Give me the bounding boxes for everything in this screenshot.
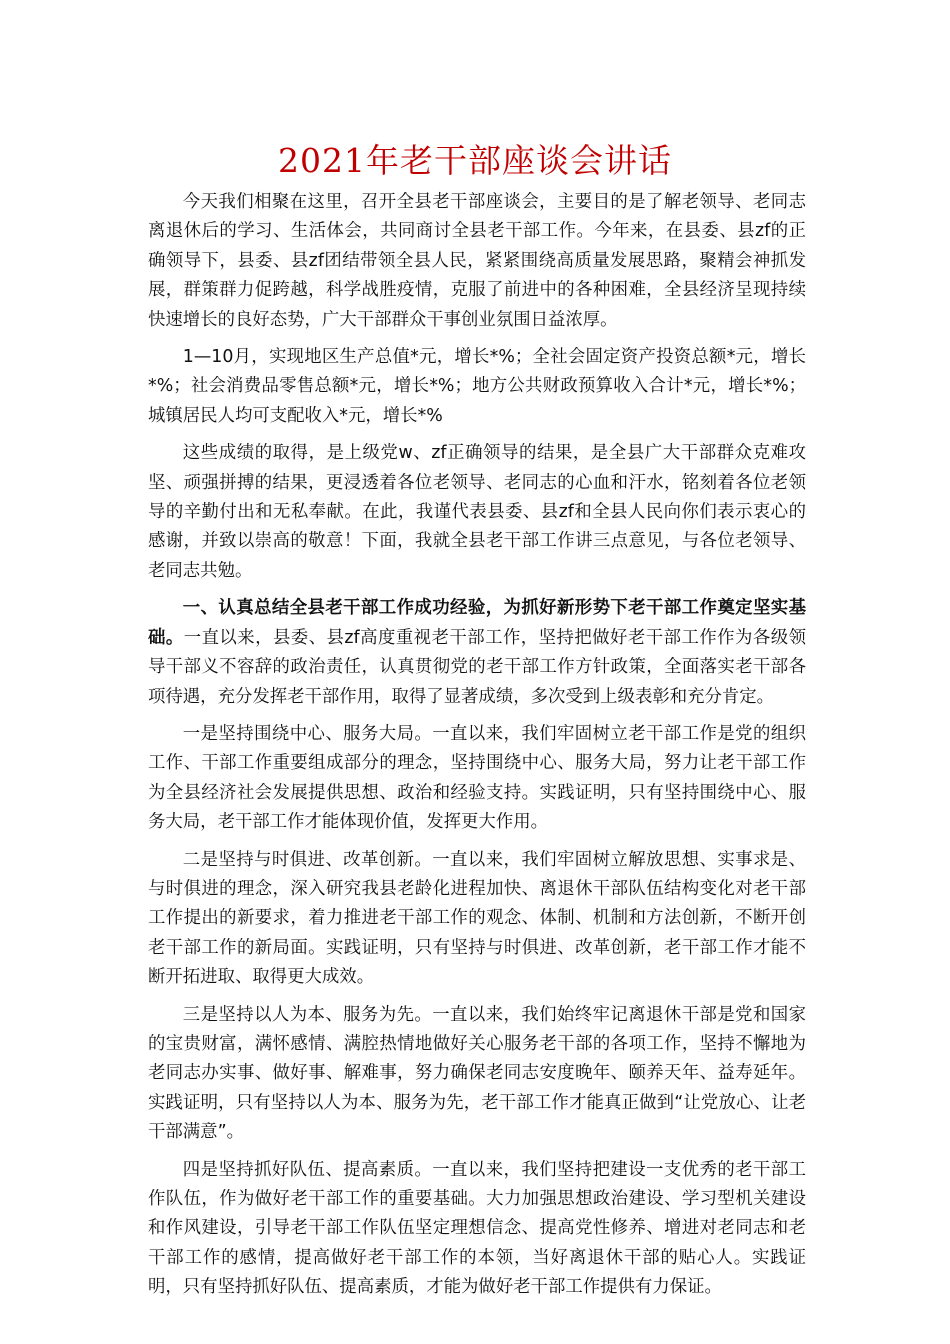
paragraph-text: 二是坚持与时俱进、改革创新。一直以来，我们牢固树立解放思想、实事求是、与时俱进的理念，深入研究我县老龄化进程加快、离退休干部队伍结构变化对老干部工作提出的新要求，着力推进老干部工作的观念、体制、机制和方法创新，不断开创老干部工作的新局面。实践证明，只有坚持与时俱进、改革创新，老干部工作才能不断开拓进取、取得更大成效。	[148, 849, 806, 988]
paragraph	[148, 720, 806, 838]
paragraph-text: 四是坚持抓好队伍、提高素质。一直以来，我们坚持把建设一支优秀的老干部工作队伍，作为做好老干部工作的重要基础。大力加强思想政治建设、学习型机关建设和作风建设，引导老干部工作队伍坚定理想信念、提高党性修养、增进对老同志和老干部工作的感情，提高做好老干部工作的本领，当好离退休干部的贴心人。实践证明，只有坚持抓好队伍、提高素质，才能为做好老干部工作提供有力保证。	[148, 1159, 806, 1298]
paragraph	[148, 188, 806, 335]
paragraph	[148, 439, 806, 586]
paragraph-text: 1—10月，实现地区生产总值*元，增长*%；全社会固定资产投资总额*元，增长*%；社会消费品零售总额*元，增长*%；地方公共财政预算收入合计*元，增长*%；城镇居民人均可支配收入*元，增长*%	[148, 347, 806, 426]
paragraph	[148, 1001, 806, 1148]
paragraph	[148, 343, 806, 431]
paragraph	[148, 1156, 806, 1303]
document-body	[148, 188, 806, 1311]
document-title: 2021年老干部座谈会讲话	[278, 141, 672, 180]
paragraph-text: 三是坚持以人为本、服务为先。一直以来，我们始终牢记离退休干部是党和国家的宝贵财富，满怀感情、满腔热情地做好关心服务老干部的各项工作，坚持不懈地为老同志办实事、做好事、解难事，努力确保老同志安度晚年、颐养天年、益寿延年。实践证明，只有坚持以人为本、服务为先，老干部工作才能真正做到“让党放心、让老干部满意”。	[148, 1004, 806, 1143]
paragraph-text: 一是坚持围绕中心、服务大局。一直以来，我们牢固树立老干部工作是党的组织工作、干部工作重要组成部分的理念，坚持围绕中心、服务大局，努力让老干部工作为全县经济社会发展提供思想、政治和经验支持。实践证明，只有坚持围绕中心、服务大局，老干部工作才能体现价值，发挥更大作用。	[148, 723, 806, 833]
paragraph	[148, 846, 806, 993]
paragraph-text: 一直以来，县委、县zf高度重视老干部工作，坚持把做好老干部工作作为各级领导干部义不容辞的政治责任，认真贯彻党的老干部工作方针政策，全面落实老干部各项待遇，充分发挥老干部作用，取得了显著成绩，多次受到上级表彰和充分肯定。	[148, 627, 806, 707]
paragraph	[148, 594, 806, 712]
paragraph-text: 今天我们相聚在这里，召开全县老干部座谈会，主要目的是了解老领导、老同志离退休后的学习、生活体会，共同商讨全县老干部工作。今年来，在县委、县zf的正确领导下，县委、县zf团结带领全县人民，紧紧围绕高质量发展思路，聚精会神抓发展，群策群力促跨越，科学战胜疫情，克服了前进中的各种困难，全县经济呈现持续快速增长的良好态势，广大干部群众干事创业氛围日益浓厚。	[148, 192, 806, 330]
section-heading: 一、认真总结全县老干部工作成功经验，为抓好新形势下老干部工作奠定坚实基础。	[148, 598, 806, 648]
paragraph-text: 这些成绩的取得，是上级党w、zf正确领导的结果，是全县广大干部群众克难攻坚、顽强拼搏的结果，更浸透着各位老领导、老同志的心血和汗水，铭刻着各位老领导的辛勤付出和无私奉献。在此，我谨代表县委、县zf和全县人民向你们表示衷心的感谢，并致以崇高的敬意！下面，我就全县老干部工作讲三点意见，与各位老领导、老同志共勉。	[148, 443, 806, 581]
